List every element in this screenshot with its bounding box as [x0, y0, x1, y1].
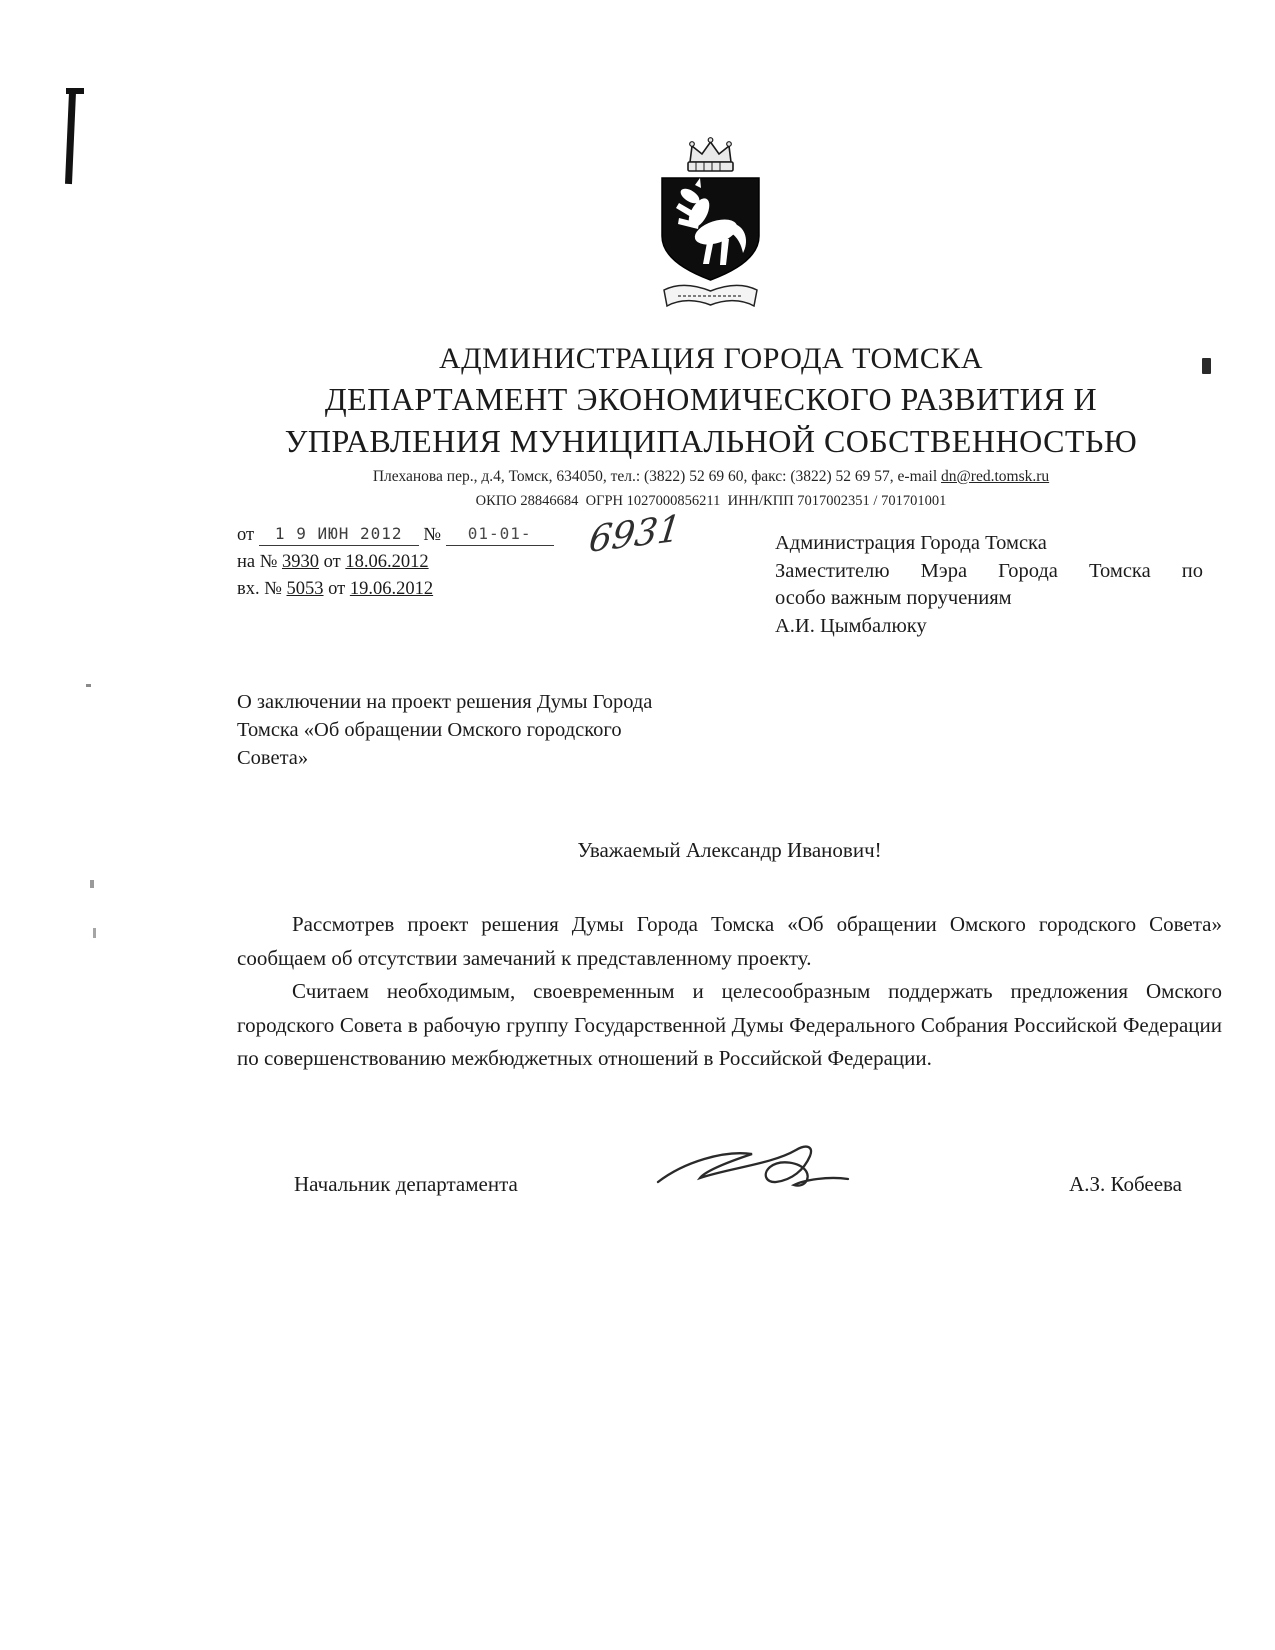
shield-horse-icon	[662, 178, 759, 280]
ref-na-number: 3930	[282, 552, 320, 572]
ribbon-icon	[664, 285, 757, 306]
letterhead	[150, 342, 1272, 510]
scan-artifact-tick	[90, 880, 94, 888]
subject-line: Томска «Об обращении Омского городского	[237, 719, 622, 741]
subject-line: Совета»	[237, 747, 309, 769]
ref-number-typed: 01-01-	[467, 524, 532, 543]
ref-date-blank	[259, 524, 419, 546]
ref-vh-number: 5053	[286, 579, 324, 599]
crown-icon	[688, 138, 733, 171]
body-paragraph-1: Рассмотрев проект решения Думы Города Томска «Об обращении Омского городского Совета» сообщаем об отсутствии замечаний к представленному проекту.	[237, 912, 1222, 970]
letter-body	[237, 908, 1222, 1076]
reference-block	[237, 507, 777, 600]
scan-artifact-tick	[86, 684, 91, 687]
ref-line-outgoing	[237, 524, 777, 546]
incoming-date-stamp: 1 9 ИЮН 2012	[274, 524, 403, 543]
ref-from-label: от	[237, 525, 255, 545]
org-address-line	[150, 468, 1272, 486]
addressee-line: Заместителю Мэра Города Томска по	[775, 559, 1203, 582]
addressee-line: особо важным поручениям	[775, 587, 1012, 609]
body-paragraph-2: Считаем необходимым, своевременным и целесообразным поддержать предложения Омского городского Совета в рабочую группу Государственной Думы Федерального Собрания Российской Федерации по совершенствованию межбюджетных отношений в Российской Федерации.	[237, 979, 1222, 1070]
signer-name: А.З. Кобеева	[1069, 1172, 1182, 1196]
ref-vh-from: от	[328, 579, 346, 599]
org-name-line1: АДМИНИСТРАЦИЯ ГОРОДА ТОМСКА	[438, 342, 984, 375]
addressee-block	[775, 530, 1203, 640]
addressee-line: Администрация Города Томска	[775, 532, 1047, 554]
org-email: dn@red.tomsk.ru	[941, 468, 1050, 485]
ref-number-label: №	[423, 525, 441, 545]
addressee-name: А.И. Цымбалюку	[775, 614, 927, 637]
handwritten-number: 6931	[586, 507, 683, 562]
tomsk-coat-of-arms	[648, 134, 773, 324]
scan-artifact-tick	[93, 928, 96, 938]
ref-na-prefix: на №	[237, 552, 278, 572]
signature-row	[237, 1172, 1222, 1197]
signer-position: Начальник департамента	[294, 1172, 518, 1196]
ref-vh-date: 19.06.2012	[349, 579, 434, 599]
ref-line-na	[237, 552, 777, 573]
ref-na-date: 18.06.2012	[345, 552, 429, 572]
ref-line-vh	[237, 579, 777, 600]
subject-line: О заключении на проект решения Думы Города	[237, 691, 653, 713]
subject-block	[237, 688, 757, 772]
org-registration-codes: ОКПО 28846684 ОГРН 1027000856211 ИНН/КПП 7017002351 / 701701001	[475, 493, 947, 509]
org-name-line3: УПРАВЛЕНИЯ МУНИЦИПАЛЬНОЙ СОБСТВЕННОСТЬЮ	[284, 423, 1138, 459]
ref-number-blank	[446, 524, 554, 546]
ref-vh-prefix: вх. №	[237, 579, 282, 599]
scan-artifact-corner-left	[65, 92, 76, 184]
org-name-line2: ДЕПАРТАМЕНТ ЭКОНОМИЧЕСКОГО РАЗВИТИЯ И	[324, 381, 1098, 417]
org-address: Плеханова пер., д.4, Томск, 634050, тел.: (3822) 52 69 60, факс: (3822) 52 69 57, e-mail	[372, 468, 938, 485]
salutation: Уважаемый Александр Иванович!	[577, 838, 882, 862]
ref-na-from: от	[323, 552, 341, 572]
